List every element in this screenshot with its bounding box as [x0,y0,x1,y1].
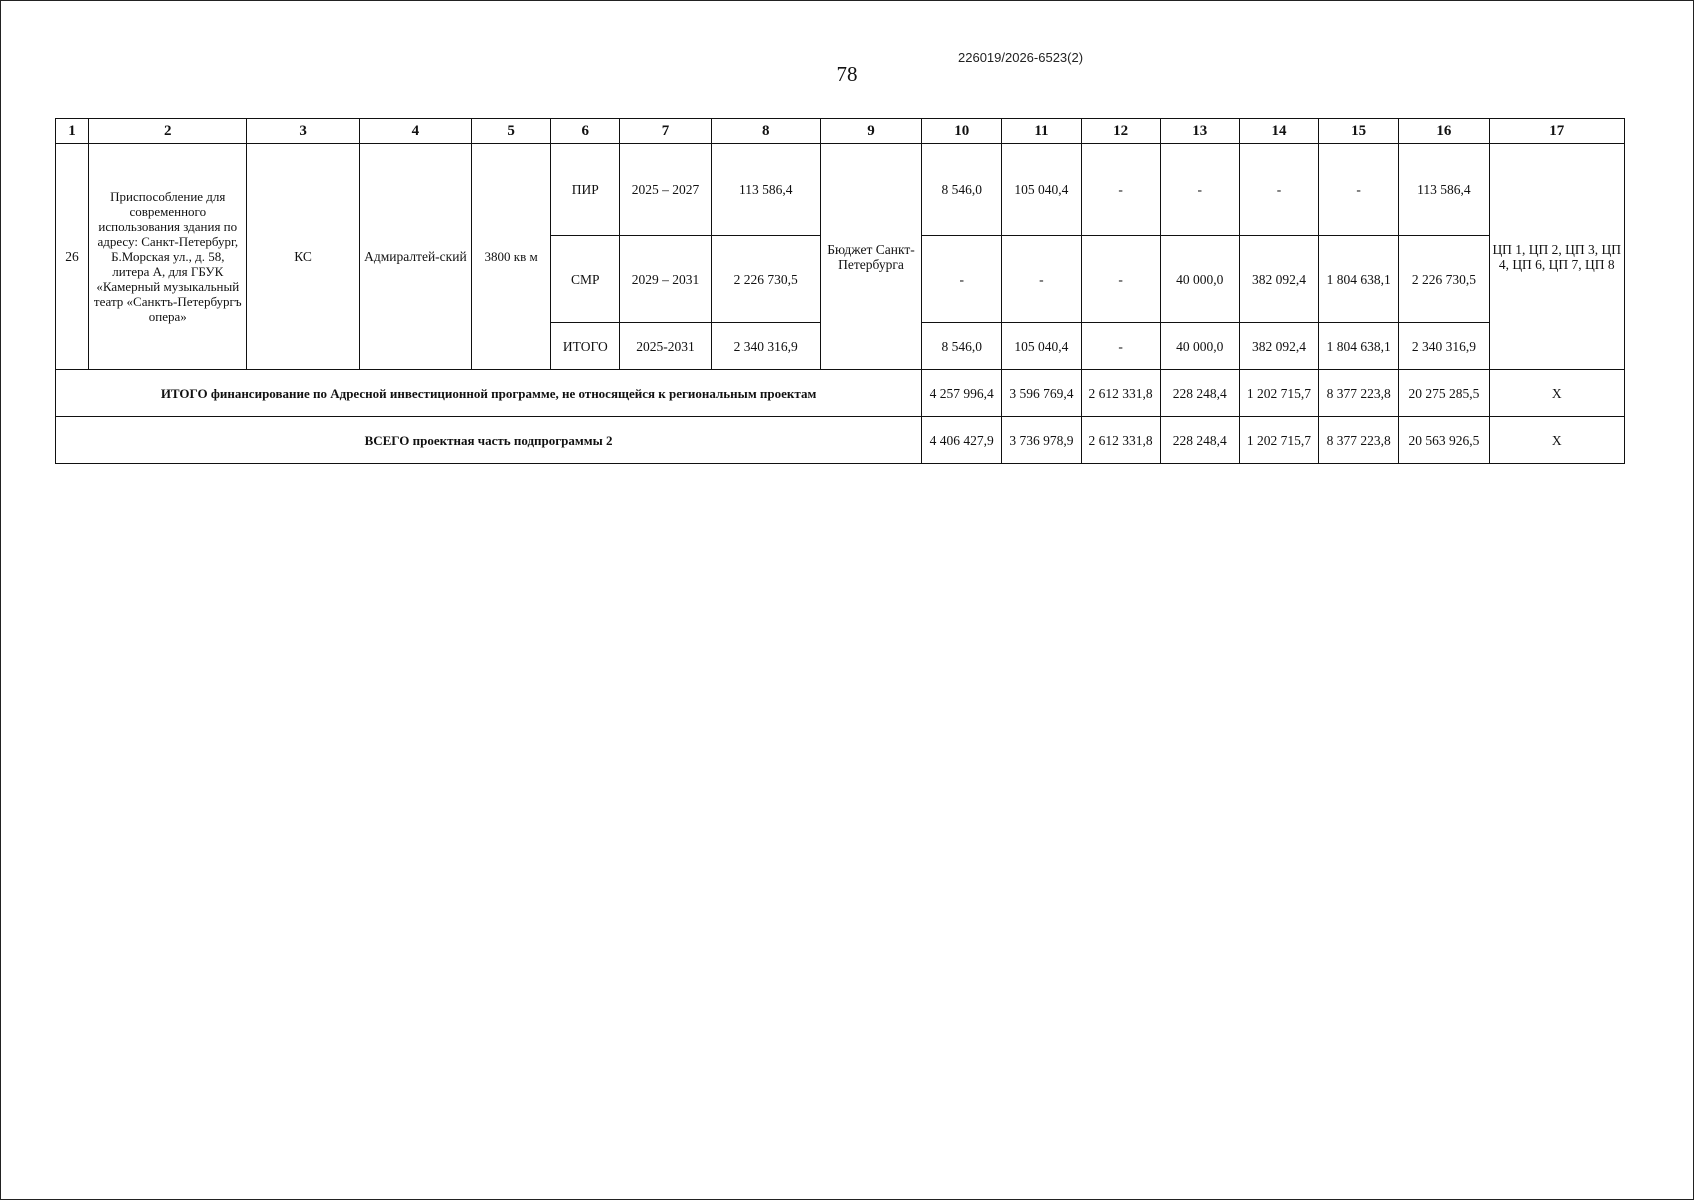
total-value-cell: 2 612 331,8 [1081,370,1160,417]
total-label: ИТОГО финансирование по Адресной инвестиционной программе, не относящейся к региональным проектам [56,370,922,417]
column-number: 4 [359,119,471,144]
column-number: 15 [1319,119,1399,144]
value-cell: 2 226 730,5 [1399,236,1489,323]
column-number: 9 [820,119,921,144]
cost-cell: 113 586,4 [711,144,820,236]
total-value-cell: 4 406 427,9 [922,417,1002,464]
value-cell: - [1319,144,1399,236]
column-number: 1 [56,119,89,144]
value-cell: 40 000,0 [1160,236,1239,323]
page-number: 78 [836,62,858,86]
value-cell: 113 586,4 [1399,144,1489,236]
column-number: 12 [1081,119,1160,144]
object-name: Приспособление для современного использования здания по адресу: Санкт-Петербург, Б.Морская ул., д. 58, литера А, для ГБУК «Камерный музыкальный театр «Санктъ-Петербургъ опера» [89,144,247,370]
stage-cell: ИТОГО [551,323,620,370]
capacity-cell: 3800 кв м [472,144,551,370]
column-number: 5 [472,119,551,144]
total-row-program [56,370,1625,417]
cost-cell: 2 340 316,9 [711,323,820,370]
table-row-pir [56,144,1625,236]
total-mark: X [1489,417,1625,464]
cost-cell: 2 226 730,5 [711,236,820,323]
value-cell: 8 546,0 [922,144,1002,236]
targets-cell: ЦП 1, ЦП 2, ЦП 3, ЦП 4, ЦП 6, ЦП 7, ЦП 8 [1489,144,1625,370]
column-number: 11 [1002,119,1081,144]
document-code: 226019/2026-6523(2) [958,50,1084,65]
period-cell: 2025-2031 [620,323,711,370]
row-number: 26 [56,144,89,370]
column-number: 10 [922,119,1002,144]
total-label: ВСЕГО проектная часть подпрограммы 2 [56,417,922,464]
value-cell: - [1081,236,1160,323]
total-value-cell: 20 275 285,5 [1399,370,1489,417]
column-number: 2 [89,119,247,144]
total-value-cell: 3 736 978,9 [1002,417,1081,464]
total-value-cell: 2 612 331,8 [1081,417,1160,464]
column-number: 7 [620,119,711,144]
column-number: 3 [247,119,359,144]
value-cell: 105 040,4 [1002,323,1081,370]
column-numbers-row [56,119,1625,144]
total-value-cell: 1 202 715,7 [1239,370,1318,417]
value-cell: 40 000,0 [1160,323,1239,370]
value-cell: 2 340 316,9 [1399,323,1489,370]
column-number: 6 [551,119,620,144]
district-cell: Адмиралтей-ский [359,144,471,370]
stage-cell: ПИР [551,144,620,236]
column-number: 16 [1399,119,1489,144]
value-cell: - [1160,144,1239,236]
stage-cell: СМР [551,236,620,323]
value-cell: 382 092,4 [1239,236,1318,323]
value-cell: - [922,236,1002,323]
value-cell: 382 092,4 [1239,323,1318,370]
value-cell: 1 804 638,1 [1319,323,1399,370]
value-cell: 105 040,4 [1002,144,1081,236]
value-cell: - [1081,144,1160,236]
total-value-cell: 8 377 223,8 [1319,417,1399,464]
total-value-cell: 228 248,4 [1160,370,1239,417]
customer-cell: КС [247,144,359,370]
value-cell: - [1239,144,1318,236]
value-cell: 8 546,0 [922,323,1002,370]
column-number: 13 [1160,119,1239,144]
total-value-cell: 1 202 715,7 [1239,417,1318,464]
period-cell: 2029 – 2031 [620,236,711,323]
total-value-cell: 228 248,4 [1160,417,1239,464]
column-number: 17 [1489,119,1625,144]
value-cell: - [1081,323,1160,370]
period-cell: 2025 – 2027 [620,144,711,236]
column-number: 14 [1239,119,1318,144]
total-row-subprogram [56,417,1625,464]
investment-program-table [55,118,1625,464]
total-value-cell: 4 257 996,4 [922,370,1002,417]
total-value-cell: 8 377 223,8 [1319,370,1399,417]
total-mark: X [1489,370,1625,417]
value-cell: 1 804 638,1 [1319,236,1399,323]
funding-source-cell: Бюджет Санкт-Петербурга [820,144,921,370]
value-cell: - [1002,236,1081,323]
total-value-cell: 3 596 769,4 [1002,370,1081,417]
total-value-cell: 20 563 926,5 [1399,417,1489,464]
column-number: 8 [711,119,820,144]
